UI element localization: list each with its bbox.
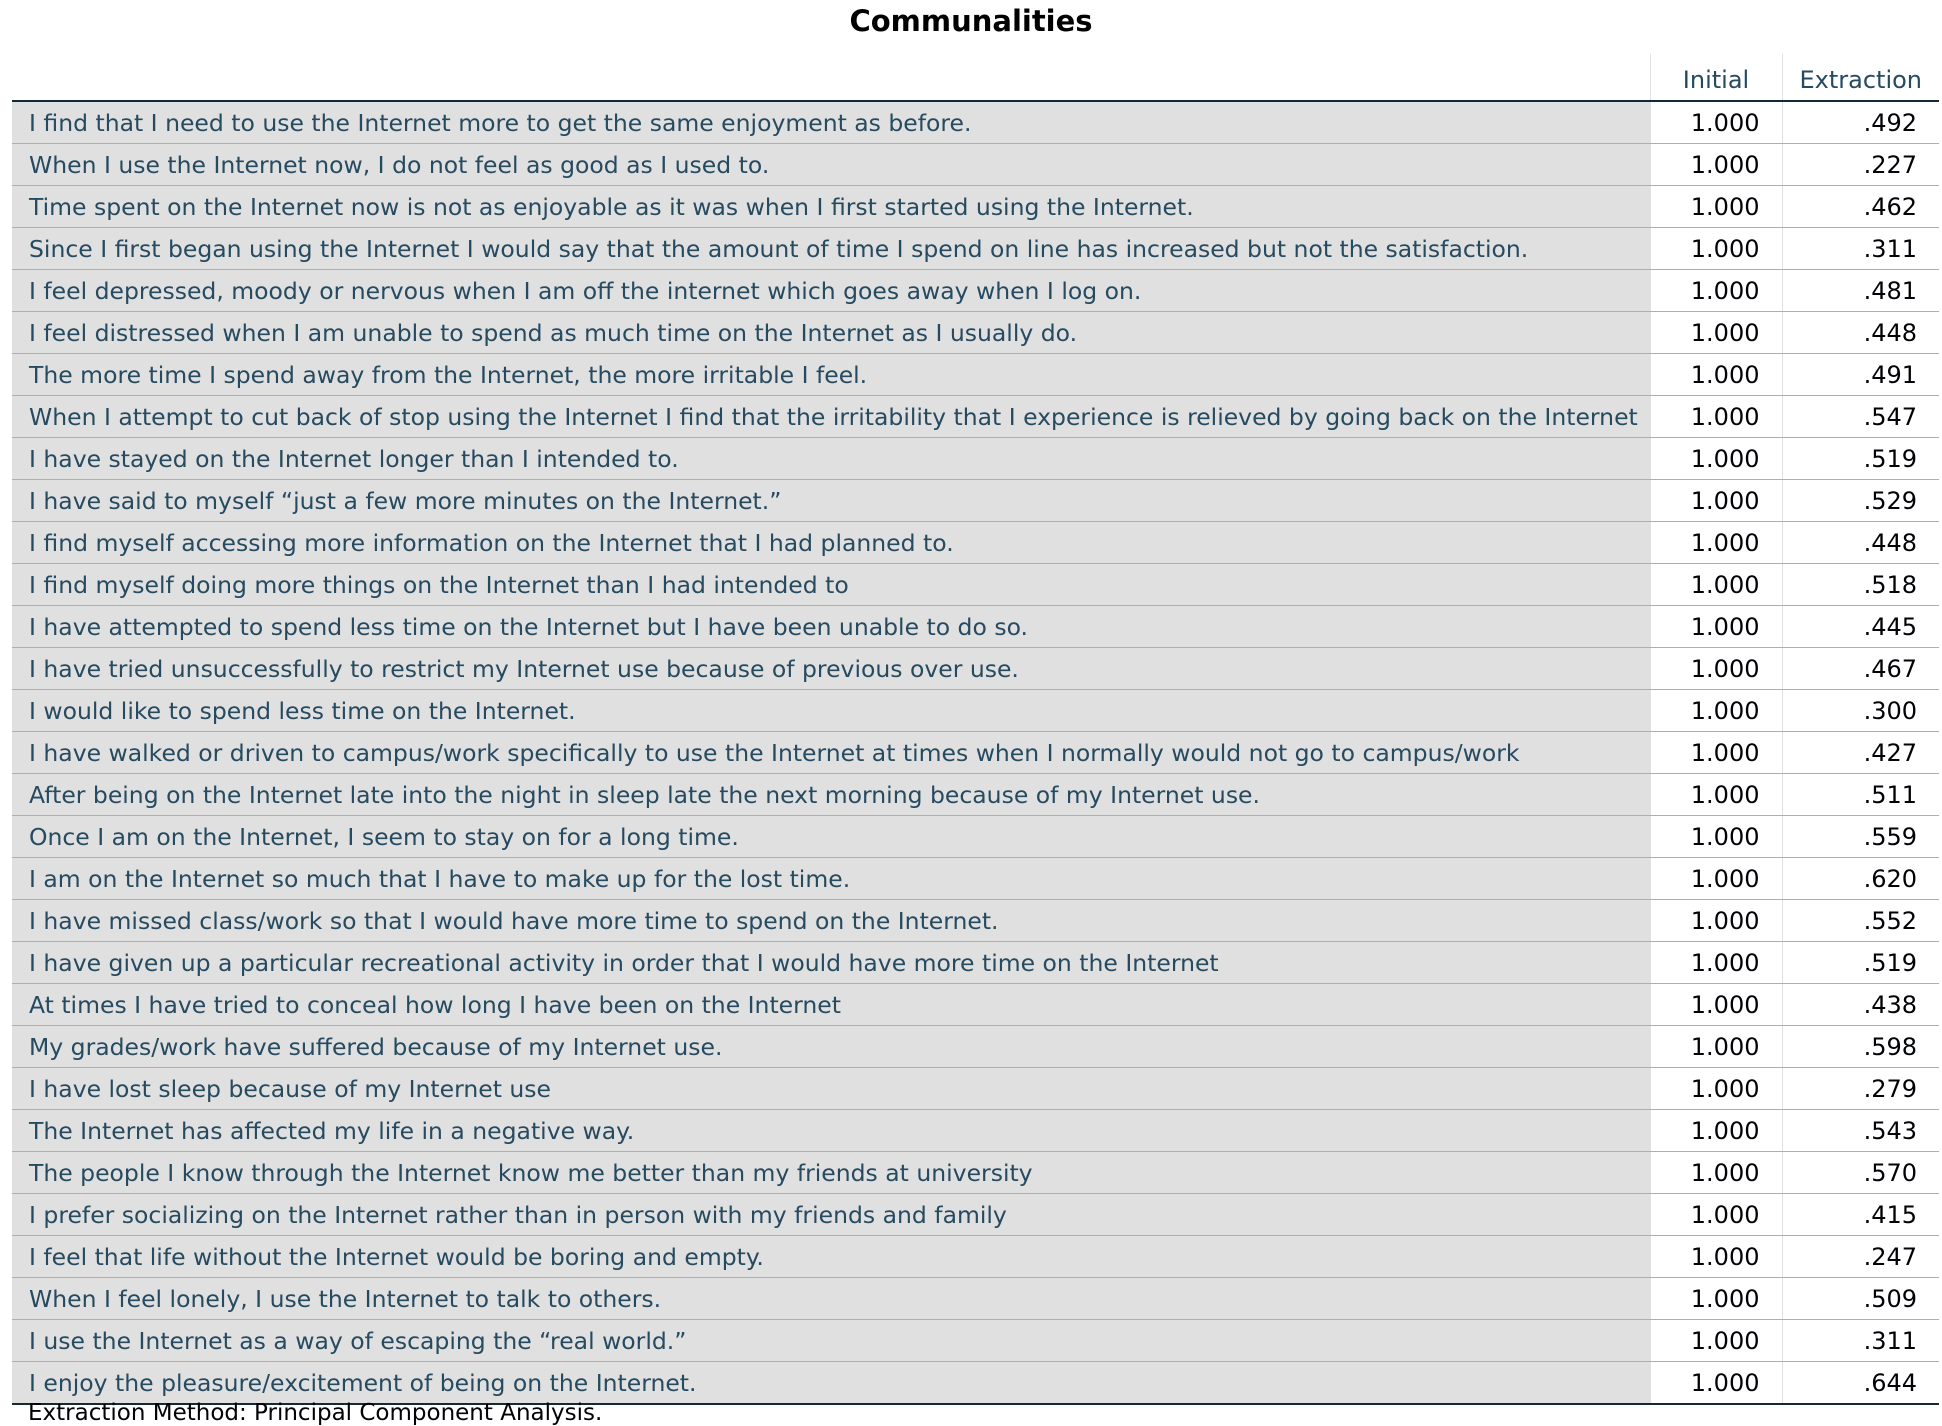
extraction-value: .543 bbox=[1782, 1110, 1939, 1152]
table-row bbox=[12, 186, 1939, 228]
table-row bbox=[12, 1110, 1939, 1152]
row-label: Once I am on the Internet, I seem to stay on for a long time. bbox=[12, 816, 1650, 858]
extraction-value: .481 bbox=[1782, 270, 1939, 312]
table-row bbox=[12, 564, 1939, 606]
initial-value: 1.000 bbox=[1650, 396, 1782, 438]
extraction-value: .552 bbox=[1782, 900, 1939, 942]
initial-value: 1.000 bbox=[1650, 312, 1782, 354]
initial-value: 1.000 bbox=[1650, 984, 1782, 1026]
initial-value: 1.000 bbox=[1650, 774, 1782, 816]
table-row bbox=[12, 1236, 1939, 1278]
initial-value: 1.000 bbox=[1650, 858, 1782, 900]
extraction-value: .279 bbox=[1782, 1068, 1939, 1110]
extraction-value: .445 bbox=[1782, 606, 1939, 648]
initial-value: 1.000 bbox=[1650, 101, 1782, 144]
table-row bbox=[12, 1194, 1939, 1236]
extraction-value: .509 bbox=[1782, 1278, 1939, 1320]
initial-value: 1.000 bbox=[1650, 144, 1782, 186]
row-label: I feel depressed, moody or nervous when I am off the internet which goes away when I log on. bbox=[12, 270, 1650, 312]
table-row bbox=[12, 900, 1939, 942]
row-label: Time spent on the Internet now is not as enjoyable as it was when I first started using the Internet. bbox=[12, 186, 1650, 228]
initial-value: 1.000 bbox=[1650, 354, 1782, 396]
initial-value: 1.000 bbox=[1650, 1068, 1782, 1110]
table-row bbox=[12, 270, 1939, 312]
initial-value: 1.000 bbox=[1650, 732, 1782, 774]
extraction-value: .570 bbox=[1782, 1152, 1939, 1194]
row-label: I have said to myself “just a few more minutes on the Internet.” bbox=[12, 480, 1650, 522]
initial-value: 1.000 bbox=[1650, 900, 1782, 942]
table-row bbox=[12, 144, 1939, 186]
header-initial: Initial bbox=[1650, 54, 1782, 101]
initial-value: 1.000 bbox=[1650, 606, 1782, 648]
extraction-value: .547 bbox=[1782, 396, 1939, 438]
extraction-value: .311 bbox=[1782, 228, 1939, 270]
row-label: I have given up a particular recreational activity in order that I would have more time on the Internet bbox=[12, 942, 1650, 984]
extraction-value: .598 bbox=[1782, 1026, 1939, 1068]
row-label: I enjoy the pleasure/excitement of being on the Internet. bbox=[12, 1362, 1650, 1405]
extraction-value: .438 bbox=[1782, 984, 1939, 1026]
initial-value: 1.000 bbox=[1650, 1236, 1782, 1278]
initial-value: 1.000 bbox=[1650, 690, 1782, 732]
table-row bbox=[12, 732, 1939, 774]
table-row bbox=[12, 1278, 1939, 1320]
footnote: Extraction Method: Principal Component Analysis. bbox=[28, 1400, 603, 1426]
extraction-value: .518 bbox=[1782, 564, 1939, 606]
row-label: The people I know through the Internet know me better than my friends at university bbox=[12, 1152, 1650, 1194]
initial-value: 1.000 bbox=[1650, 1278, 1782, 1320]
row-label: Since I first began using the Internet I would say that the amount of time I spend on line has increased but not the satisfaction. bbox=[12, 228, 1650, 270]
row-label: When I use the Internet now, I do not feel as good as I used to. bbox=[12, 144, 1650, 186]
initial-value: 1.000 bbox=[1650, 816, 1782, 858]
row-label: I have tried unsuccessfully to restrict my Internet use because of previous over use. bbox=[12, 648, 1650, 690]
table-row bbox=[12, 1068, 1939, 1110]
table-row bbox=[12, 228, 1939, 270]
row-label: After being on the Internet late into the night in sleep late the next morning because of my Internet use. bbox=[12, 774, 1650, 816]
row-label: I have attempted to spend less time on the Internet but I have been unable to do so. bbox=[12, 606, 1650, 648]
extraction-value: .467 bbox=[1782, 648, 1939, 690]
row-label: I find myself doing more things on the Internet than I had intended to bbox=[12, 564, 1650, 606]
extraction-value: .519 bbox=[1782, 438, 1939, 480]
row-label: I have missed class/work so that I would have more time to spend on the Internet. bbox=[12, 900, 1650, 942]
row-label: I have walked or driven to campus/work specifically to use the Internet at times when I normally would not go to campus/work bbox=[12, 732, 1650, 774]
extraction-value: .511 bbox=[1782, 774, 1939, 816]
initial-value: 1.000 bbox=[1650, 480, 1782, 522]
extraction-value: .247 bbox=[1782, 1236, 1939, 1278]
row-label: The more time I spend away from the Internet, the more irritable I feel. bbox=[12, 354, 1650, 396]
extraction-value: .427 bbox=[1782, 732, 1939, 774]
header-row bbox=[12, 54, 1939, 101]
table-row bbox=[12, 101, 1939, 144]
row-label: I prefer socializing on the Internet rather than in person with my friends and family bbox=[12, 1194, 1650, 1236]
initial-value: 1.000 bbox=[1650, 186, 1782, 228]
header-extraction: Extraction bbox=[1782, 54, 1939, 101]
extraction-value: .492 bbox=[1782, 101, 1939, 144]
table-row bbox=[12, 984, 1939, 1026]
initial-value: 1.000 bbox=[1650, 648, 1782, 690]
initial-value: 1.000 bbox=[1650, 522, 1782, 564]
row-label: I use the Internet as a way of escaping the “real world.” bbox=[12, 1320, 1650, 1362]
row-label: I find myself accessing more information on the Internet that I had planned to. bbox=[12, 522, 1650, 564]
communalities-table bbox=[12, 54, 1939, 1405]
extraction-value: .559 bbox=[1782, 816, 1939, 858]
initial-value: 1.000 bbox=[1650, 1026, 1782, 1068]
initial-value: 1.000 bbox=[1650, 1320, 1782, 1362]
table-row bbox=[12, 1026, 1939, 1068]
extraction-value: .300 bbox=[1782, 690, 1939, 732]
table-row bbox=[12, 522, 1939, 564]
initial-value: 1.000 bbox=[1650, 1362, 1782, 1405]
table-title: Communalities bbox=[849, 4, 1093, 38]
extraction-value: .644 bbox=[1782, 1362, 1939, 1405]
extraction-value: .311 bbox=[1782, 1320, 1939, 1362]
extraction-value: .448 bbox=[1782, 522, 1939, 564]
table-row bbox=[12, 312, 1939, 354]
table-row bbox=[12, 774, 1939, 816]
table-row bbox=[12, 816, 1939, 858]
extraction-value: .519 bbox=[1782, 942, 1939, 984]
row-label: I am on the Internet so much that I have to make up for the lost time. bbox=[12, 858, 1650, 900]
row-label: I would like to spend less time on the Internet. bbox=[12, 690, 1650, 732]
row-label: I have stayed on the Internet longer than I intended to. bbox=[12, 438, 1650, 480]
initial-value: 1.000 bbox=[1650, 1194, 1782, 1236]
table-row bbox=[12, 606, 1939, 648]
row-label: When I feel lonely, I use the Internet to talk to others. bbox=[12, 1278, 1650, 1320]
extraction-value: .415 bbox=[1782, 1194, 1939, 1236]
row-label: When I attempt to cut back of stop using the Internet I find that the irritability that I experience is relieved by going back on the Internet bbox=[12, 396, 1650, 438]
table-row bbox=[12, 1362, 1939, 1405]
row-label: I feel distressed when I am unable to spend as much time on the Internet as I usually do. bbox=[12, 312, 1650, 354]
table-row bbox=[12, 438, 1939, 480]
table-row bbox=[12, 690, 1939, 732]
extraction-value: .462 bbox=[1782, 186, 1939, 228]
extraction-value: .227 bbox=[1782, 144, 1939, 186]
initial-value: 1.000 bbox=[1650, 270, 1782, 312]
initial-value: 1.000 bbox=[1650, 1110, 1782, 1152]
table-row bbox=[12, 354, 1939, 396]
extraction-value: .529 bbox=[1782, 480, 1939, 522]
row-label: I feel that life without the Internet would be boring and empty. bbox=[12, 1236, 1650, 1278]
row-label: I have lost sleep because of my Internet use bbox=[12, 1068, 1650, 1110]
extraction-value: .620 bbox=[1782, 858, 1939, 900]
table-row bbox=[12, 858, 1939, 900]
extraction-value: .491 bbox=[1782, 354, 1939, 396]
table-row bbox=[12, 1320, 1939, 1362]
row-label: At times I have tried to conceal how long I have been on the Internet bbox=[12, 984, 1650, 1026]
row-label: The Internet has affected my life in a negative way. bbox=[12, 1110, 1650, 1152]
initial-value: 1.000 bbox=[1650, 564, 1782, 606]
table-row bbox=[12, 1152, 1939, 1194]
table-row bbox=[12, 480, 1939, 522]
initial-value: 1.000 bbox=[1650, 1152, 1782, 1194]
row-label: My grades/work have suffered because of my Internet use. bbox=[12, 1026, 1650, 1068]
header-item bbox=[12, 54, 1650, 101]
table-row bbox=[12, 942, 1939, 984]
initial-value: 1.000 bbox=[1650, 942, 1782, 984]
row-label: I find that I need to use the Internet more to get the same enjoyment as before. bbox=[12, 101, 1650, 144]
initial-value: 1.000 bbox=[1650, 228, 1782, 270]
initial-value: 1.000 bbox=[1650, 438, 1782, 480]
table-row bbox=[12, 396, 1939, 438]
extraction-value: .448 bbox=[1782, 312, 1939, 354]
table-row bbox=[12, 648, 1939, 690]
